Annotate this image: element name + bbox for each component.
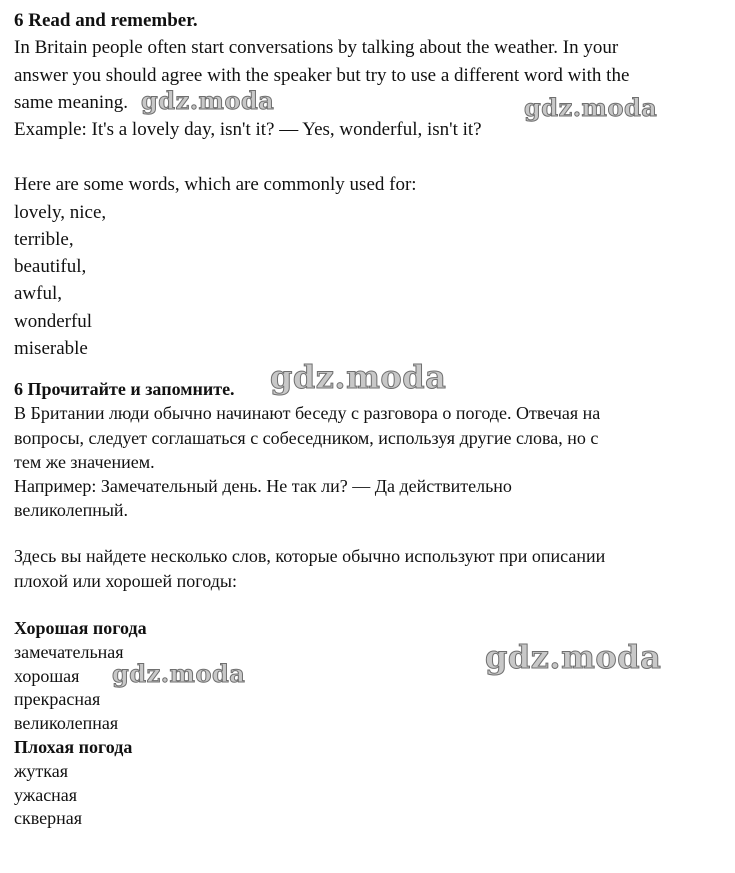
russian-words-intro-line-2: плохой или хорошей погоды: <box>14 571 237 591</box>
english-heading: 6 Read and remember. <box>14 10 198 31</box>
english-word-2: terrible, <box>14 229 74 250</box>
russian-intro-line-2: вопросы, следует соглашаться с собеседником, используя другие слова, но с <box>14 428 599 448</box>
english-intro-line-2: answer you should agree with the speaker but try to use a different word with the <box>14 65 630 86</box>
bad-weather-heading: Плохая погода <box>14 737 133 757</box>
russian-heading: 6 Прочитайте и запомните. <box>14 379 235 399</box>
english-word-4: awful, <box>14 283 63 304</box>
english-word-6: miserable <box>14 338 88 359</box>
good-weather-word-3: прекрасная <box>14 689 101 709</box>
bad-weather-word-1: жуткая <box>14 761 69 781</box>
watermark-5: gdz.moda <box>485 638 662 676</box>
watermark-3: gdz.moda <box>270 358 447 396</box>
english-intro-line-3: same meaning. <box>14 92 128 113</box>
watermark-2: gdz.moda <box>524 93 658 122</box>
english-word-3: beautiful, <box>14 256 87 277</box>
russian-intro-line-1: В Британии люди обычно начинают беседу с разговора о погоде. Отвечая на <box>14 403 601 423</box>
english-intro-line-1: In Britain people often start conversations by talking about the weather. In your <box>14 37 619 58</box>
good-weather-word-1: замечательная <box>14 642 124 662</box>
good-weather-word-4: великолепная <box>14 713 119 733</box>
english-word-5: wonderful <box>14 311 93 332</box>
russian-example-line-1: Например: Замечательный день. Не так ли? — Да действительно <box>14 476 512 496</box>
english-words-intro: Here are some words, which are commonly used for: <box>14 174 417 195</box>
watermark-4: gdz.moda <box>112 659 246 688</box>
russian-example-line-2: великолепный. <box>14 500 129 520</box>
bad-weather-word-3: скверная <box>14 808 83 828</box>
bad-weather-word-2: ужасная <box>14 785 78 805</box>
good-weather-word-2: хорошая <box>14 666 80 686</box>
english-example: Example: It's a lovely day, isn't it? — Yes, wonderful, isn't it? <box>14 119 482 140</box>
watermark-1: gdz.moda <box>141 86 275 115</box>
good-weather-heading: Хорошая погода <box>14 618 147 638</box>
english-word-1: lovely, nice, <box>14 202 107 223</box>
russian-words-intro-line-1: Здесь вы найдете несколько слов, которые обычно используют при описании <box>14 546 606 566</box>
russian-intro-line-3: тем же значением. <box>14 452 155 472</box>
